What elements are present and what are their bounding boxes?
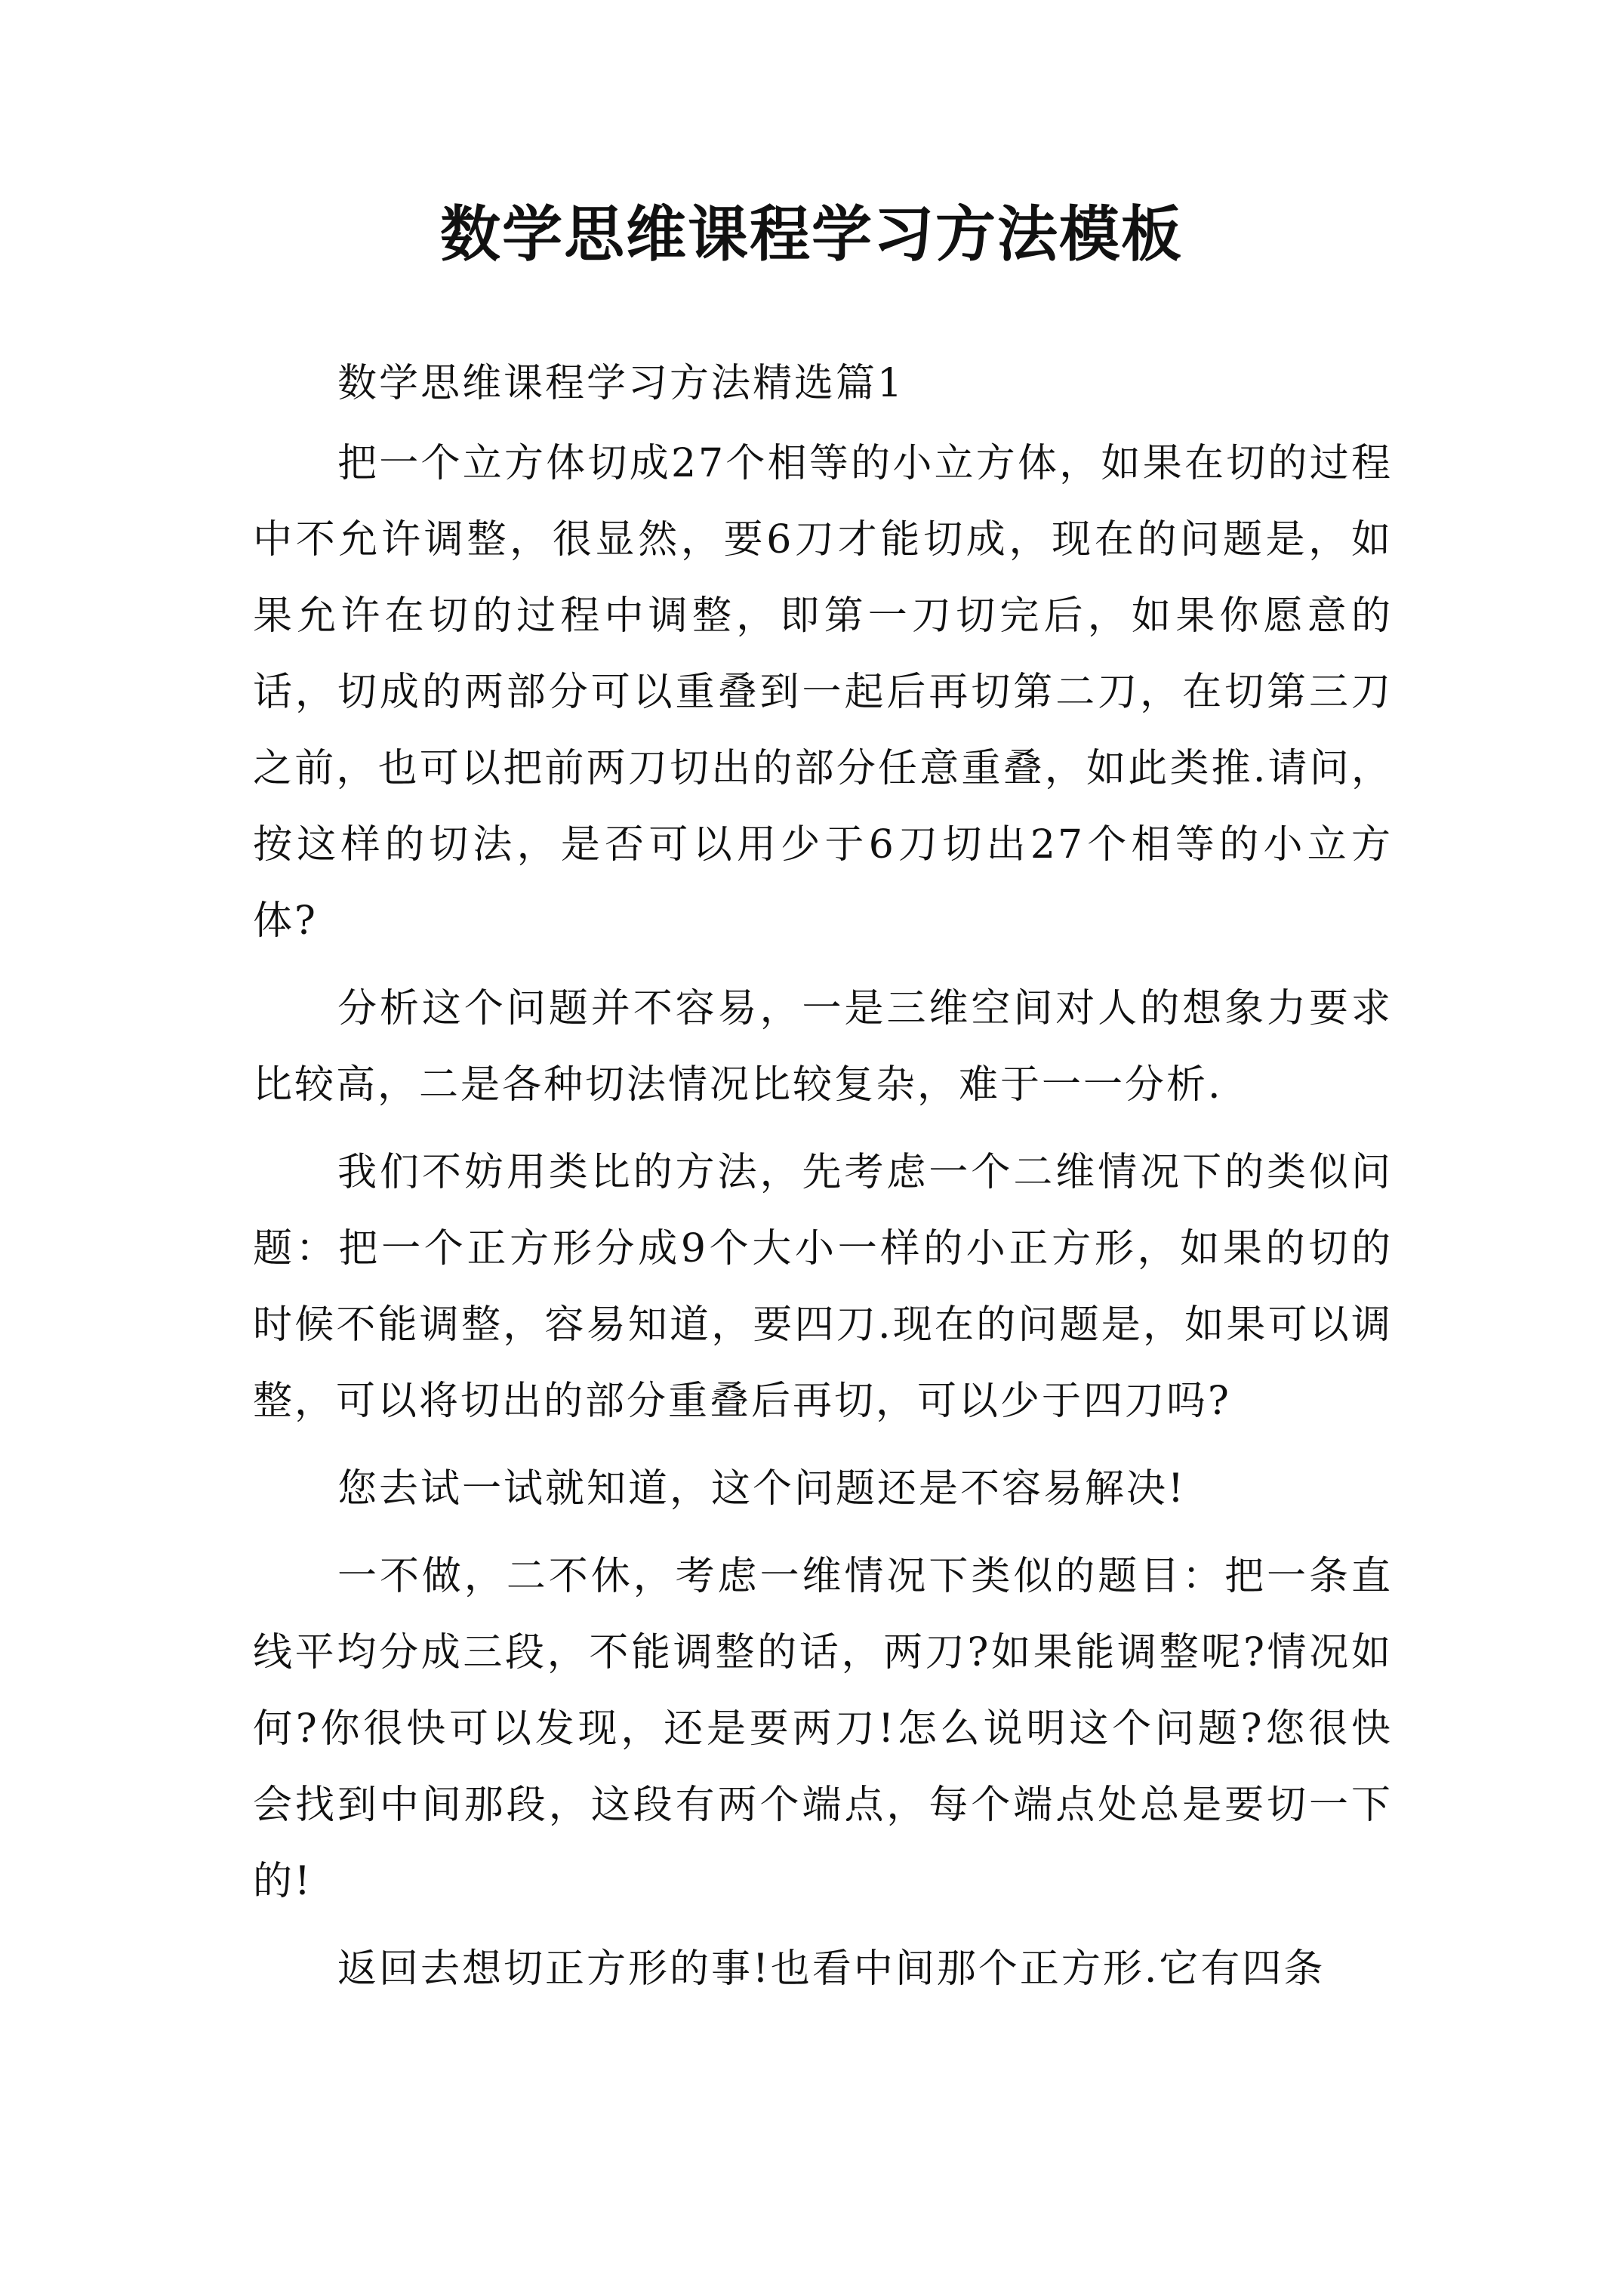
paragraph: 分析这个问题并不容易，一是三维空间对人的想象力要求比较高，二是各种切法情况比较复杂，难于一一分析. [253,986,1393,1108]
paragraph: 您去试一试就知道，这个问题还是不容易解决! [337,1466,1186,1512]
paragraph: 一不做，二不休，考虑一维情况下类似的题目：把一条直线平均分成三段，不能调整的话，两刀?如果能调整呢?情况如何?你很快可以发现，还是要两刀!怎么说明这个问题?您很快会找到中间那段，这段有两个端点，每个端点处总是要切一下的! [253,1554,1393,1904]
paragraph: 返回去想切正方形的事!也看中间那个正方形.它有四条 [337,1946,1326,1992]
section-heading: 数学思维课程学习方法精选篇1 [337,361,905,406]
document-body [253,346,1393,2019]
paragraph: 我们不妨用类比的方法，先考虑一个二维情况下的类似问题：把一个正方形分成9个大小一样的小正方形，如果的切的时候不能调整，容易知道，要四刀.现在的问题是，如果可以调整，可以将切出的部分重叠后再切，可以少于四刀吗? [253,1150,1393,1424]
paragraph: 把一个立方体切成27个相等的小立方体，如果在切的过程中不允许调整，很显然，要6刀才能切成，现在的问题是，如果允许在切的过程中调整，即第一刀切完后，如果你愿意的话，切成的两部分可以重叠到一起后再切第二刀，在切第三刀之前，也可以把前两刀切出的部分任意重叠，如此类推.请问，按这样的切法，是否可以用少于6刀切出27个相等的小立方体? [253,441,1393,944]
document-title: 数学思维课程学习方法模板 [440,199,1183,270]
